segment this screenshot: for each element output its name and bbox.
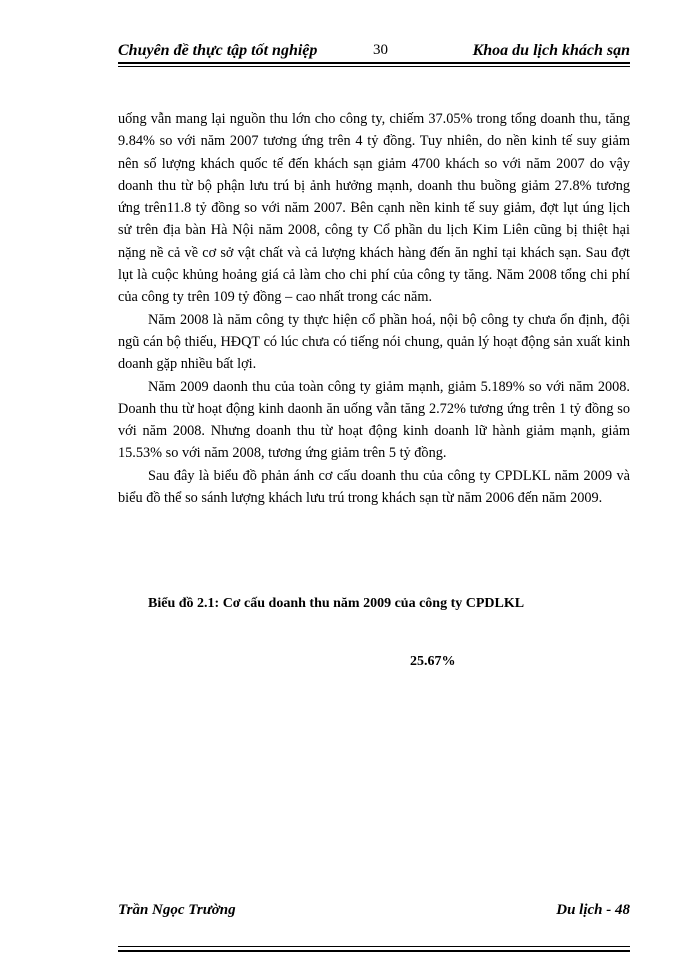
footer-page: Du lịch - 48 [556,902,630,918]
paragraph-2: Năm 2008 là năm công ty thực hiện cổ phần hoá, nội bộ công ty chưa ổn định, đội ngũ cán bộ thiếu, HĐQT có lúc chưa có tiếng nói chung, quản lý hoạt động sản xuất kinh doanh gặp nhiều bất lợi. [118,311,630,373]
page-header [118,40,630,64]
chart-caption-label: Biểu đồ 2.1: [148,596,220,611]
header-title-right: Khoa du lịch khách sạn [472,42,630,59]
footer-rule-thin [118,946,630,947]
header-rule-thin [118,66,630,67]
pie-chart-area [118,620,630,880]
pie-data-label: 25.67% [410,654,456,669]
header-page-number: 30 [373,42,388,58]
header-rule-thick [118,62,630,64]
footer-rule-thick [118,950,630,952]
paragraph-1: uống vẫn mang lại nguồn thu lớn cho công ty, chiếm 37.05% trong tổng doanh thu, tăng 9.84% so với năm 2007 tương ứng trên 4 tỷ đồng. Tuy nhiên, do nền kinh tế suy giảm nên số lượng khách quốc tế đến khách sạn giảm 4700 khách so với năm 2007 do vậy doanh thu từ bộ phận lưu trú bị ảnh hưởng mạnh, doanh thu buồng giảm 27.8% tương ứng trên11.8 tỷ đồng so với năm 2007. Bên cạnh nền kinh tế suy giảm, đợt lụt úng lịch sử trên địa bàn Hà Nội năm 2008, công ty Cổ phần du lịch Kim Liên cũng bị thiệt hại nặng nề cả về cơ sở vật chất và cả lượng khách hàng đến ăn nghỉ tại khách sạn. Sau đợt lụt là cuộc khủng hoảng giá cả làm cho chi phí của công ty tăng. Năm 2008 tổng chi phí của công ty trên 109 tỷ đồng – cao nhất trong các năm. [118,111,630,306]
footer-author: Trần Ngọc Trường [118,902,236,918]
page-footer [118,902,630,924]
paragraph-3: Năm 2009 daonh thu của toàn công ty giảm mạnh, giảm 5.189% so với năm 2008. Doanh thu từ hoạt động kinh daonh ăn uống vẫn tăng 2.72% tương ứng trên 1 tỷ đồng so với năm 2008. Nhưng doanh thu từ hoạt động kinh doanh lữ hành giảm mạnh, giảm 15.53% so với năm 2008, tương ứng giảm trên 5 tỷ đồng. [118,378,630,462]
chart-caption-text: Cơ cấu doanh thu năm 2009 của công ty CPDLKL [219,596,525,611]
header-title-left: Chuyên đề thực tập tốt nghiệp [118,42,318,59]
body-text [118,108,630,509]
paragraph-4: Sau đây là biểu đồ phản ánh cơ cấu doanh thu của công ty CPDLKL năm 2009 và biểu đồ thể so sánh lượng khách lưu trú trong khách sạn từ năm 2006 đến năm 2009. [118,467,630,507]
chart-caption [148,596,524,612]
